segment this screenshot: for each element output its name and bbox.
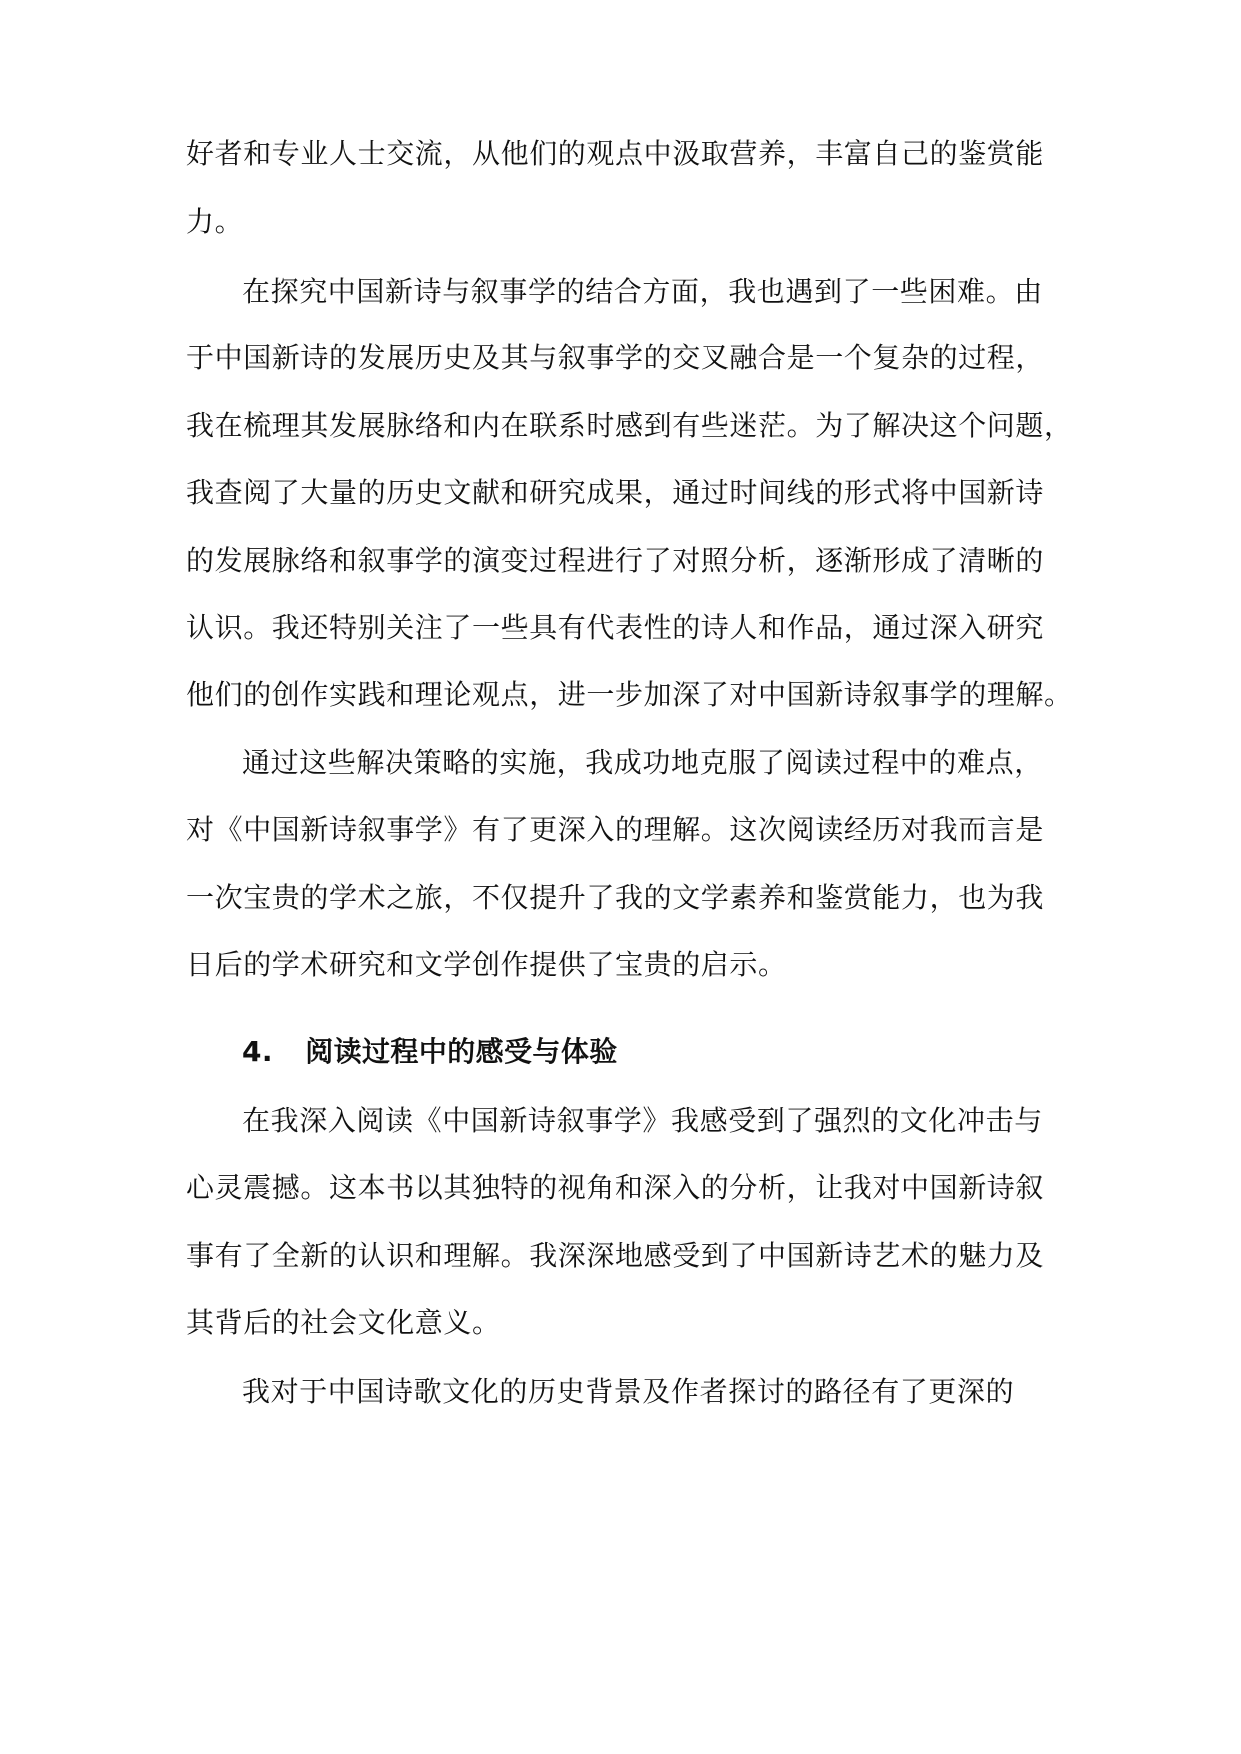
paragraph-line: 我查阅了大量的历史文献和研究成果，通过时间线的形式将中国新诗: [186, 476, 1045, 509]
paragraph-line: 好者和专业人士交流，从他们的观点中汲取营养，丰富自己的鉴赏能: [186, 137, 1045, 170]
paragraph-line: 在我深入阅读《中国新诗叙事学》我感受到了强烈的文化冲击与: [242, 1104, 1043, 1137]
paragraph-line: 我对于中国诗歌文化的历史背景及作者探讨的路径有了更深的: [242, 1375, 1015, 1408]
paragraph-line: 在探究中国新诗与叙事学的结合方面，我也遇到了一些困难。由: [242, 275, 1043, 308]
section-heading: [242, 1032, 618, 1072]
section-number: 4.: [242, 1035, 273, 1068]
section-title: 阅读过程中的感受与体验: [305, 1035, 618, 1068]
paragraph-line: 事有了全新的认识和理解。我深深地感受到了中国新诗艺术的魅力及: [186, 1239, 1045, 1272]
paragraph-line: 我在梳理其发展脉络和内在联系时感到有些迷茫。为了解决这个问题，: [186, 409, 1073, 442]
paragraph-line: 心灵震撼。这本书以其独特的视角和深入的分析，让我对中国新诗叙: [186, 1171, 1045, 1204]
paragraph-line: 于中国新诗的发展历史及其与叙事学的交叉融合是一个复杂的过程，: [186, 341, 1045, 374]
paragraph-line: 的发展脉络和叙事学的演变过程进行了对照分析，逐渐形成了清晰的: [186, 544, 1045, 577]
paragraph-line: 日后的学术研究和文学创作提供了宝贵的启示。: [186, 948, 787, 981]
paragraph-line: 对《中国新诗叙事学》有了更深入的理解。这次阅读经历对我而言是: [186, 813, 1045, 846]
paragraph-line: 力。: [186, 205, 244, 238]
paragraph-line: 其背后的社会文化意义。: [186, 1306, 501, 1339]
paragraph-line: 通过这些解决策略的实施，我成功地克服了阅读过程中的难点，: [242, 746, 1043, 779]
paragraph-line: 认识。我还特别关注了一些具有代表性的诗人和作品，通过深入研究: [186, 611, 1045, 644]
paragraph-line: 他们的创作实践和理论观点，进一步加深了对中国新诗叙事学的理解。: [186, 678, 1073, 711]
paragraph-line: 一次宝贵的学术之旅，不仅提升了我的文学素养和鉴赏能力，也为我: [186, 881, 1045, 914]
